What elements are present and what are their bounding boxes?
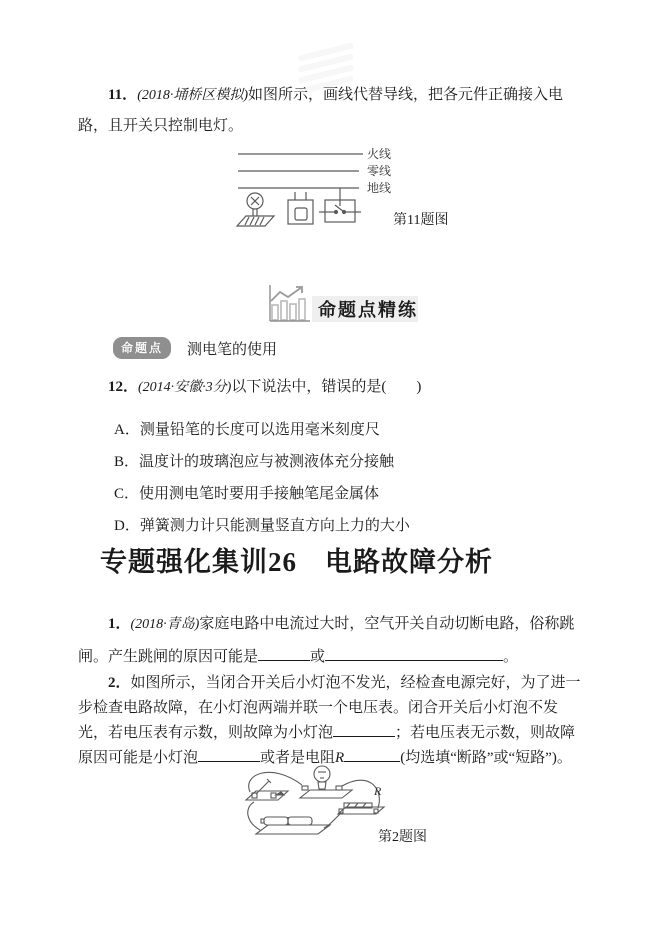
section-header: [266, 283, 426, 323]
option-a: A．测量铅笔的长度可以选用毫米刻度尺: [114, 422, 380, 438]
question-1-text: 家庭电路中电流过大时，空气开关自动切断电路，俗称跳闸。产生跳闸的原因可能是: [78, 616, 575, 665]
question-12-options: [114, 414, 584, 542]
answer-blank-4: [198, 747, 260, 762]
figure-q11-caption: 第11题图: [393, 213, 449, 228]
resistor-symbol: R: [335, 750, 345, 766]
exam-point-topic: 测电笔的使用: [187, 341, 278, 358]
wire-switch-to-bulb: [249, 772, 302, 792]
question-2-text-4: (均选填“断路”或“短路”)。: [400, 750, 572, 766]
question-2-text-3: 或者是电阻: [260, 750, 336, 766]
question-1-or: 或: [310, 649, 326, 665]
question-1-number: 1．: [108, 616, 131, 632]
answer-blank-5: [344, 747, 400, 762]
bar-chart-rising-icon: [266, 283, 312, 323]
chapter-title: 专题强化集训26 电路故障分析: [100, 547, 493, 577]
figure-q2-caption: 第2题图: [378, 830, 427, 845]
option-c: C．使用测电笔时要用手接触笔尾金属体: [114, 486, 380, 502]
question-1-period: 。: [503, 649, 519, 665]
question-2-number: 2．: [108, 675, 131, 691]
lamp-icon: [237, 193, 274, 226]
option-d: D．弹簧测力计只能测量竖直方向上力的大小: [114, 518, 410, 534]
question-11-text: 如图所示，画线代替导线，把各元件正确接入电路，且开关只控制电灯。: [78, 87, 564, 134]
answer-blank-3: [333, 722, 395, 737]
battery-pack: [256, 817, 330, 834]
question-11-source: (2018·埇桥区模拟): [137, 88, 249, 103]
neutral-wire-label: 零线: [367, 164, 392, 178]
question-2-text-2: ；若电压表无示数，则故障原因可能是小灯泡: [78, 725, 576, 766]
section-title: 命题点精练: [318, 300, 418, 320]
question-12: [78, 372, 584, 403]
switch-icon: [319, 188, 361, 222]
light-bulb: [300, 766, 352, 798]
socket-icon: [288, 192, 313, 224]
ground-wire-label: 地线: [367, 181, 392, 195]
option-b: B．温度计的玻璃泡应与被测液体充分接触: [114, 454, 395, 470]
knife-switch: [246, 779, 288, 800]
resistor: [338, 803, 384, 814]
answer-blank-1: [258, 646, 310, 661]
live-wire-label: 火线: [367, 147, 392, 161]
answer-blank-2: [325, 646, 503, 661]
exam-point-row: [113, 337, 277, 359]
exam-point-badge: 命题点: [113, 337, 171, 359]
wire-resistor-to-battery: [324, 814, 340, 828]
question-12-number: 12．: [108, 379, 139, 395]
question-2-text-1: 如图所示，当闭合开关后小灯泡不发光，经检查电源完好，为了进一步检查电路故障，在小灯泡两端并联一个电压表。闭合开关后小灯泡不发光，若电压表有示数，则故障为小灯泡: [78, 675, 581, 741]
question-1-source: (2018·青岛): [130, 617, 200, 632]
question-2: [78, 671, 584, 771]
question-11: [78, 80, 584, 141]
question-12-source: (2014·安徽·3分): [138, 380, 232, 395]
question-11-number: 11．: [108, 87, 138, 103]
resistor-label: R: [374, 784, 382, 798]
wire-battery-to-switch: [248, 802, 260, 830]
question-1: [78, 608, 584, 673]
question-12-stem: 以下说法中，错误的是( ): [231, 379, 422, 395]
